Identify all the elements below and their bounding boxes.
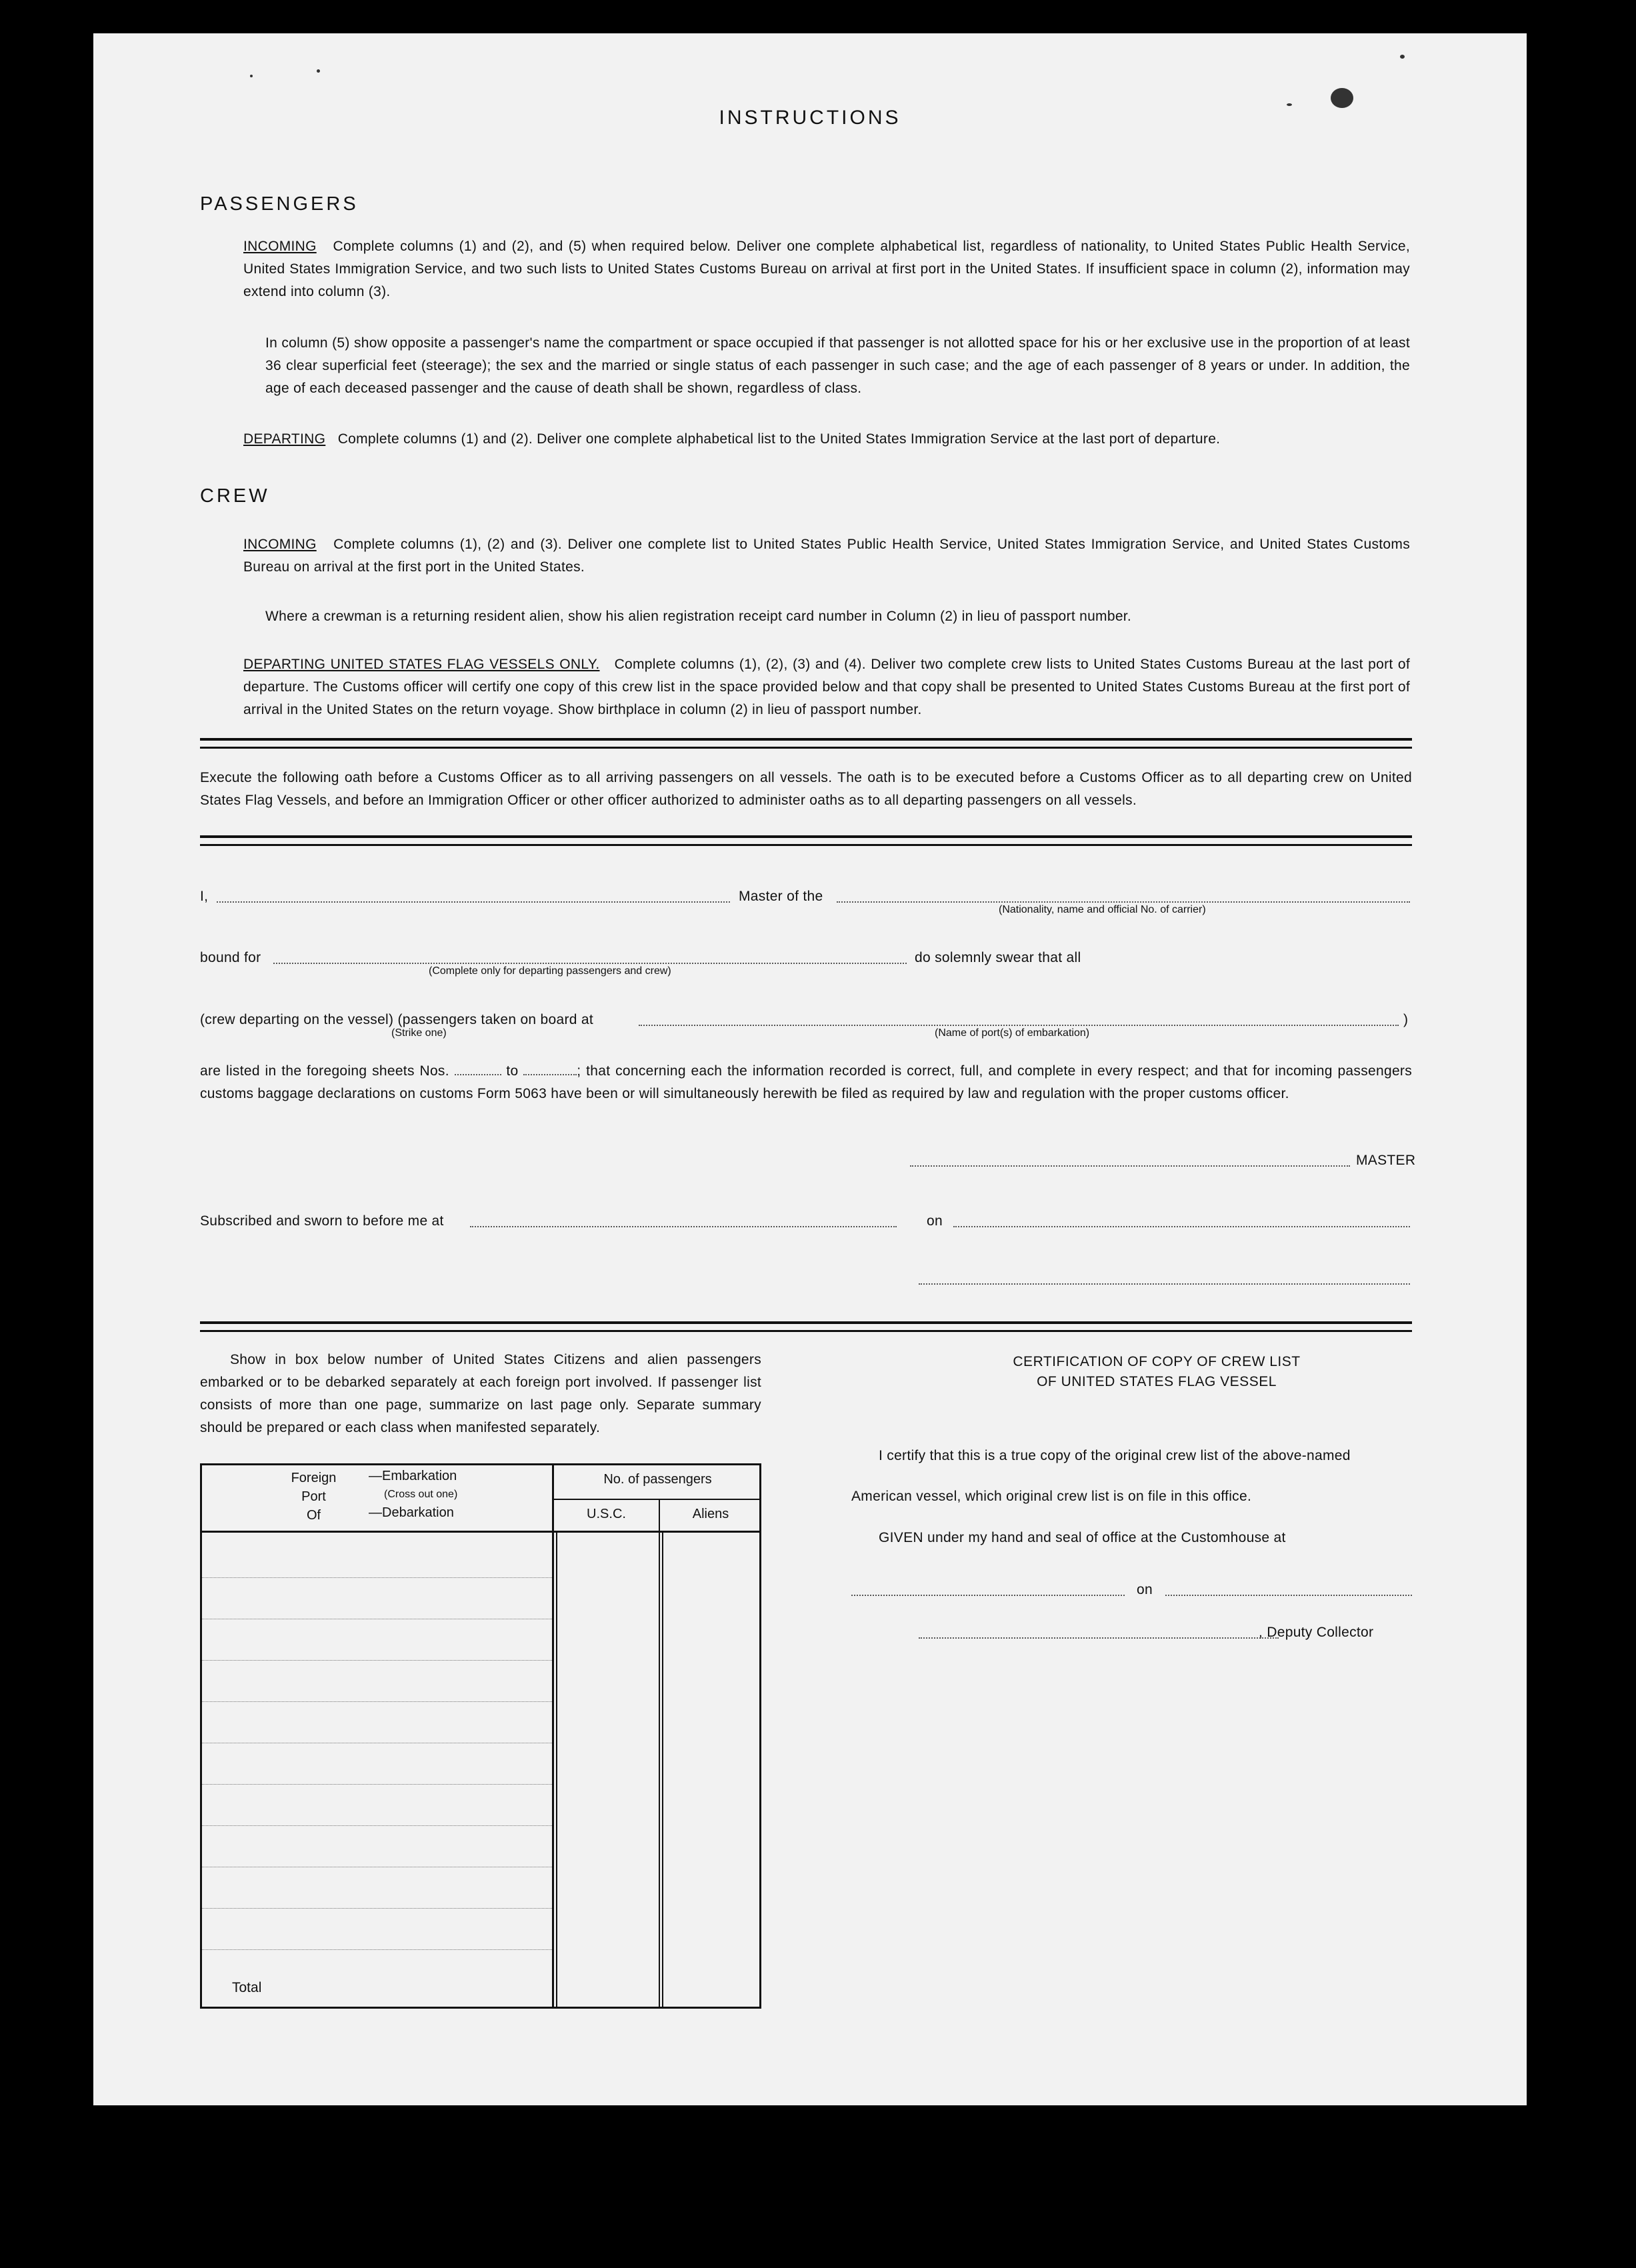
- table-row: [202, 1784, 552, 1785]
- passengers-incoming-paragraph: [243, 235, 1410, 303]
- passengers-departing-text: Complete columns (1) and (2). Deliver one complete alphabetical list to the United States Immigration Service at the last port of departure.: [337, 431, 1221, 447]
- debarkation-label: —Debarkation: [369, 1505, 454, 1520]
- crew-departing-text: (crew departing on the vessel) (passengers taken on board at: [200, 1012, 593, 1027]
- passenger-summary-table: [200, 1463, 761, 2009]
- sheets-from-field[interactable]: [455, 1074, 501, 1075]
- table-row: [202, 1660, 552, 1661]
- crew-resident-paragraph: Where a crewman is a returning resident alien, show his alien registration receipt card number in Column (2) in lieu of passport number.: [265, 609, 1132, 624]
- table-subheader-rule: [554, 1499, 759, 1500]
- passengers-incoming-text: Complete columns (1) and (2), and (5) when required below. Deliver one complete alphabetical list, regardless of nationality, to United States Public Health Service, United States Immigration Service, and two such lists to United States Customs Bureau on arrival at first port in the United States. If insufficient space in column (2), information may extend into column (3).: [243, 239, 1411, 299]
- of-label: Of: [306, 1508, 321, 1523]
- listed-sheets-rest: ; that concerning each the information recorded is correct, full, and complete in every respect; and that for incoming passengers customs baggage declarations on customs Form 5063 have been or will simultaneously herewith be filed as required by law and regulation with the proper customs officer.: [200, 1063, 1413, 1101]
- passengers-departing-label: DEPARTING: [243, 431, 326, 447]
- listed-sheets-paragraph: [200, 1060, 1412, 1105]
- table-row: [202, 1701, 552, 1702]
- subscribed-label: Subscribed and sworn to before me at: [200, 1213, 444, 1229]
- scan-speck: [1287, 103, 1292, 106]
- ink-blot: [1331, 88, 1353, 108]
- bound-for-field[interactable]: [273, 963, 907, 964]
- master-of-the-label: Master of the: [739, 889, 823, 904]
- embarkation-port-caption: (Name of port(s) of embarkation): [935, 1027, 1090, 1039]
- bound-for-label: bound for: [200, 950, 261, 965]
- summary-instructions: Show in box below number of United States Citizens and alien passengers embarked or to be debarked separately at each foreign port involved. If passenger list consists of more than one page, summarize on last page only. Separate summary should be prepared or each class when manifested separately.: [200, 1352, 761, 1435]
- table-row: [202, 1825, 552, 1826]
- strike-one-caption: (Strike one): [391, 1027, 447, 1039]
- table-divider-port: [552, 1465, 554, 2007]
- certification-title: [940, 1352, 1373, 1392]
- oath-i-label: I,: [200, 889, 209, 904]
- scan-speck: [1400, 55, 1405, 59]
- customhouse-field[interactable]: [851, 1595, 1125, 1596]
- usc-header: U.S.C.: [587, 1507, 626, 1521]
- sworn-date-field[interactable]: [953, 1226, 1410, 1227]
- master-name-field[interactable]: [217, 901, 730, 903]
- cert-on-label: on: [1137, 1582, 1153, 1597]
- sworn-on-label: on: [927, 1213, 943, 1229]
- crew-flag-text: Complete columns (1), (2), (3) and (4). Deliver two complete crew lists to United States Customs Bureau at the last port of departure. The Customs officer will certify one copy of this crew list in the space provided below and that copy shall be presented to United States Customs Bureau at the first port of arrival in the United States on the return voyage. Show birthplace in column (2) in lieu of passport number.: [243, 657, 1410, 717]
- listed-sheets-text: are listed in the foregoing sheets Nos.: [200, 1063, 449, 1079]
- given-under-hand: GIVEN under my hand and seal of office at the Customhouse at: [879, 1530, 1286, 1545]
- solemnly-swear-text: do solemnly swear that all: [915, 950, 1081, 965]
- nationality-caption: (Nationality, name and official No. of carrier): [999, 904, 1206, 915]
- foreign-port-of-header: [282, 1469, 345, 1525]
- scan-speck: [250, 75, 253, 77]
- table-row: [202, 1908, 552, 1909]
- certify-line-1: I certify that this is a true copy of the original crew list of the above-named: [879, 1448, 1351, 1463]
- cert-date-field[interactable]: [1165, 1595, 1412, 1596]
- oath-intro: Execute the following oath before a Customs Officer as to all arriving passengers on all vessels. The oath is to be executed before a Customs Officer as to all departing crew on United States Flag Vessels, and before an Immigration Officer or other officer authorized to administer oaths as to all departing passengers on all vessels.: [200, 770, 1412, 808]
- table-row: [202, 1949, 552, 1950]
- double-rule-3: [200, 1321, 1412, 1332]
- master-signature-field[interactable]: [910, 1165, 1350, 1167]
- certification-title-line2: OF UNITED STATES FLAG VESSEL: [1037, 1374, 1277, 1389]
- crew-incoming-label: INCOMING: [243, 537, 317, 552]
- table-divider-usc: [659, 1499, 660, 2007]
- passengers-departing-paragraph: [243, 428, 1410, 451]
- crew-flag-label: DEPARTING UNITED STATES FLAG VESSELS ONLY.: [243, 657, 600, 672]
- deputy-signature-field[interactable]: [919, 1637, 1279, 1639]
- passengers-incoming-label: INCOMING: [243, 239, 317, 254]
- table-row: [202, 1577, 552, 1578]
- no-of-passengers-header: No. of passengers: [603, 1472, 712, 1487]
- scan-speck: [317, 69, 320, 73]
- port-label: Port: [301, 1489, 326, 1504]
- foreign-label: Foreign: [291, 1471, 337, 1485]
- embarkation-label: —Embarkation: [369, 1469, 457, 1483]
- passengers-heading: PASSENGERS: [200, 193, 359, 215]
- embarkation-port-field[interactable]: [639, 1025, 1399, 1026]
- certify-line-2: American vessel, which original crew list is on file in this office.: [851, 1489, 1252, 1504]
- crew-flag-paragraph: [243, 653, 1410, 721]
- master-label: MASTER: [1356, 1153, 1416, 1168]
- close-paren: ): [1403, 1012, 1409, 1027]
- crew-incoming-paragraph: [243, 533, 1410, 579]
- form-sheet: [93, 33, 1527, 2105]
- sworn-place-field[interactable]: [470, 1226, 897, 1227]
- bound-for-caption: (Complete only for departing passengers and crew): [429, 965, 671, 977]
- cross-out-label: (Cross out one): [384, 1489, 458, 1500]
- aliens-header: Aliens: [692, 1507, 729, 1521]
- officer-signature-field[interactable]: [919, 1283, 1410, 1285]
- certification-title-line1: CERTIFICATION OF COPY OF CREW LIST: [1013, 1354, 1301, 1369]
- passengers-column5-paragraph: In column (5) show opposite a passenger's name the compartment or space occupied if that passenger is not allotted space for his or her exclusive use in the proportion of at least 36 clear superficial feet (steerage); the sex and the married or single status of each passenger in such case; and the age of each passenger of 8 years or under. In addition, the age of each deceased passenger and the cause of death shall be shown, regardless of class.: [265, 335, 1410, 396]
- table-divider-usc-inner: [662, 1531, 663, 2007]
- double-rule-2: [200, 835, 1412, 846]
- crew-incoming-text: Complete columns (1), (2) and (3). Deliver one complete list to United States Public Health Service, United States Immigration Service, and United States Customs Bureau on arrival at the first port in the United States.: [243, 537, 1410, 575]
- sheets-to-field[interactable]: [523, 1074, 577, 1075]
- total-label: Total: [232, 1980, 262, 1995]
- table-divider-port-inner: [556, 1531, 557, 2007]
- crew-heading: CREW: [200, 485, 270, 507]
- page-title: INSTRUCTIONS: [719, 107, 901, 129]
- deputy-collector-label: , Deputy Collector: [1259, 1625, 1374, 1640]
- carrier-field[interactable]: [837, 901, 1410, 903]
- table-header-rule: [202, 1531, 759, 1533]
- double-rule-1: [200, 738, 1412, 749]
- listed-to-label: to: [506, 1063, 519, 1079]
